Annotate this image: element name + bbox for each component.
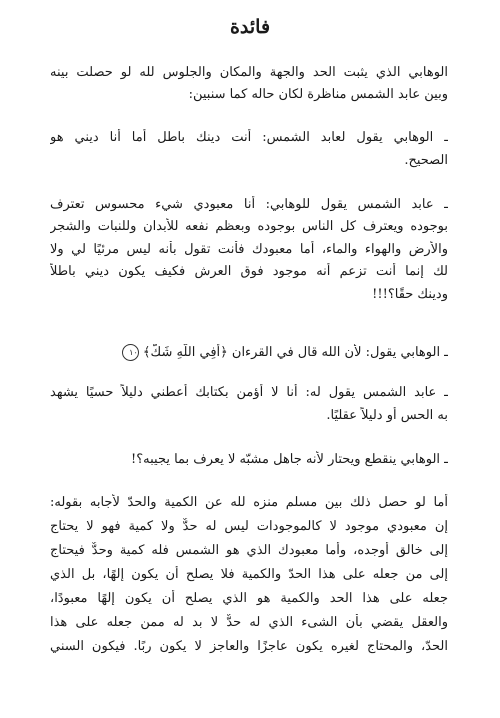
text-line: لك إنما أنت تزعم أنه موجود فوق العرش فكيف يكون ديني باطلاً [50, 264, 448, 279]
text-line: وبين عابد الشمس مناظرة لكان حاله كما سنبين: [188, 87, 448, 102]
text-line: إن معبودي موجود لا كالموجودات ليس له حدٌّ ولا كمية فهو لا يحتاج [50, 519, 448, 534]
text-line: ـ عابد الشمس يقول للوهابي: أنا معبودي شيء محسوس تعترف [50, 197, 448, 212]
text-line [50, 344, 448, 362]
ayah-number-marker: ١٠ [122, 344, 139, 361]
text-line: ـ الوهابي يقول لعابد الشمس: أنت دينك باطل أما أنا ديني هو [50, 130, 448, 145]
text-line: والأرض والهواء والماء، أما معبودك فأنت تقول بأنه ليس مرئيًا لي ولا [50, 242, 448, 257]
text-line: الوهابي الذي يثبت الحد والجهة والمكان والجلوس لله لو حصلت بينه [50, 65, 448, 80]
text-line-part: ـ الوهابي يقول: لأن الله قال في القرءان ﴿أَفِي اللَّهِ شَكٌّ﴾ [142, 345, 448, 360]
page-title: فائدة [229, 16, 271, 38]
text-line: بوجوده ويعترف كل الناس بوجوده وبعظم نفعه للأبدان وللنبات والشجر [50, 219, 448, 234]
text-line: جعله على هذا الحد والكمية هو الذي يصلح أن يكون إلهًا معبودًا، [50, 591, 448, 606]
text-line: إلى خالق أوجده، وأما معبودك الذي هو الشمس فله كمية وحدٌّ فيحتاج [50, 543, 448, 558]
text-line: ودينك حقًا؟!!! [372, 287, 448, 302]
text-line: ـ الوهابي ينقطع ويحتار لأنه جاهل مشبّه لا يعرف بما يجيبه؟! [131, 452, 448, 467]
text-line: إلى من جعله على هذا الحدّ والكمية فلا يصلح أن يكون إلهًا، بل الذي [50, 567, 448, 582]
text-line: به الحس أو دليلاً عقليًا. [326, 408, 448, 423]
text-line: ـ عابد الشمس يقول له: أنا لا أؤمن بكتابك أعطني دليلاً حسيًا يشهد [50, 385, 448, 400]
text-line: أما لو حصل ذلك بين مسلم منزه لله عن الكمية والحدّ لأجابه بقوله: [50, 495, 448, 510]
text-line: والعقل يقضي بأن الشىء الذي له حدٌّ لا بد له ممن جعله على هذا [50, 615, 448, 630]
text-line: الحدّ، والمحتاج لغيره يكون عاجزًا والعاجز لا يكون ربًا. فيكون السني [50, 639, 448, 654]
text-line: الصحيح. [404, 153, 448, 168]
